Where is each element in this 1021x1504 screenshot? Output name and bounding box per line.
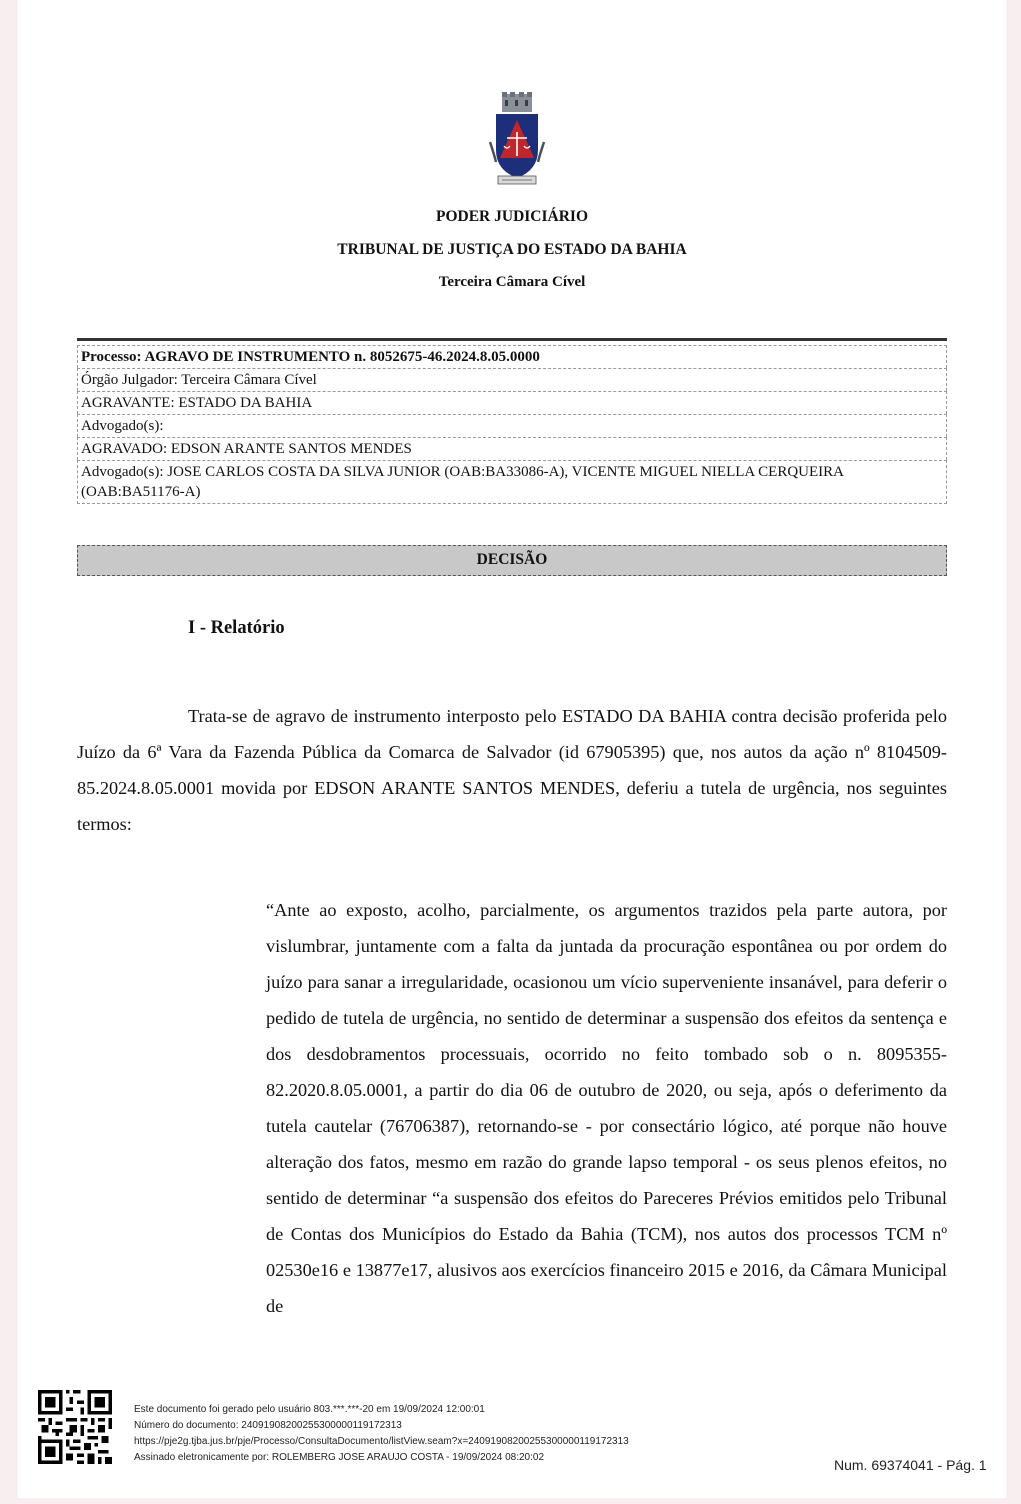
appellee-row: AGRAVADO: EDSON ARANTE SANTOS MENDES xyxy=(77,437,947,460)
appellant-row: AGRAVANTE: ESTADO DA BAHIA xyxy=(77,391,947,414)
header-divider xyxy=(77,338,947,341)
footer-url: https://pje2g.tjba.jus.br/pje/Processo/ConsultaDocumento/listView.seam?x=24091908200255300000119172313 xyxy=(134,1436,629,1447)
decision-heading: DECISÃO xyxy=(77,545,947,576)
body-paragraph: Trata-se de agravo de instrumento interposto pelo ESTADO DA BAHIA contra decisão proferida pelo Juízo da 6ª Vara da Fazenda Pública da Comarca de Salvador (id 67905395) que, nos autos da ação nº 8104509-85.2024.8.05.0001 movida por EDSON ARANTE SANTOS MENDES, deferiu a tutela de urgência, nos seguintes termos: xyxy=(77,706,947,834)
process-info-table xyxy=(77,345,947,504)
header-poder-judiciario: PODER JUDICIÁRIO xyxy=(436,208,588,225)
electronic-signature-footer xyxy=(134,1402,629,1466)
bahia-coat-of-arms-icon xyxy=(488,92,546,188)
footer-document-number: Número do documento: 24091908200255300000119172313 xyxy=(134,1420,402,1431)
quoted-decision: “Ante ao exposto, acolho, parcialmente, os argumentos trazidos pela parte autora, por vislumbrar, juntamente com a falta da juntada da procuração espontânea ou por ordem do juízo para sanar a irregularidade, ocasionou um vício superveniente insanável, para deferir o pedido de tutela de urgência, no sentido de determinar a suspensão dos efeitos da sentença e dos desdobramentos processuais, ocorrido no feito tombado sob o n. 8095355-82.2020.8.05.0001, a partir do dia 06 de outubro de 2020, ou seja, após o deferimento da tutela cautelar (76706387), retornando-se - por consectário lógico, até porque não houve alteração dos fatos, mesmo em razão do grande lapso temporal - os seus plenos efeitos, no sentido de determinar “a suspensão dos efeitos do Pareceres Prévios emitidos pelo Tribunal de Contas dos Municípios do Estado da Bahia (TCM), nos autos dos processos TCM nº 02530e16 e 13877e17, alusivos aos exercícios financeiro 2015 e 2016, da Câmara Municipal de xyxy=(266,900,947,1316)
header-tribunal: TRIBUNAL DE JUSTIÇA DO ESTADO DA BAHIA xyxy=(337,241,687,258)
document-page xyxy=(18,0,1006,1498)
page-number: Num. 69374041 - Pág. 1 xyxy=(834,1457,987,1473)
appellant-lawyers-row: Advogado(s): xyxy=(77,414,947,437)
appellee-lawyers-row: Advogado(s): JOSE CARLOS COSTA DA SILVA JUNIOR (OAB:BA33086-A), VICENTE MIGUEL NIELLA CERQUEIRA (OAB:BA51176-A) xyxy=(77,460,947,504)
judging-body-row: Órgão Julgador: Terceira Câmara Cível xyxy=(77,368,947,391)
qr-code-icon xyxy=(38,1390,112,1464)
section-title: I - Relatório xyxy=(188,618,285,638)
footer-signature: Assinado eletronicamente por: ROLEMBERG JOSE ARAUJO COSTA - 19/09/2024 08:20:02 xyxy=(134,1452,545,1463)
process-number-row: Processo: AGRAVO DE INSTRUMENTO n. 8052675-46.2024.8.05.0000 xyxy=(77,345,947,368)
footer-generated-line: Este documento foi gerado pelo usuário 803.***.***-20 em 19/09/2024 12:00:01 xyxy=(134,1404,485,1415)
header-camara: Terceira Câmara Cível xyxy=(438,274,586,290)
